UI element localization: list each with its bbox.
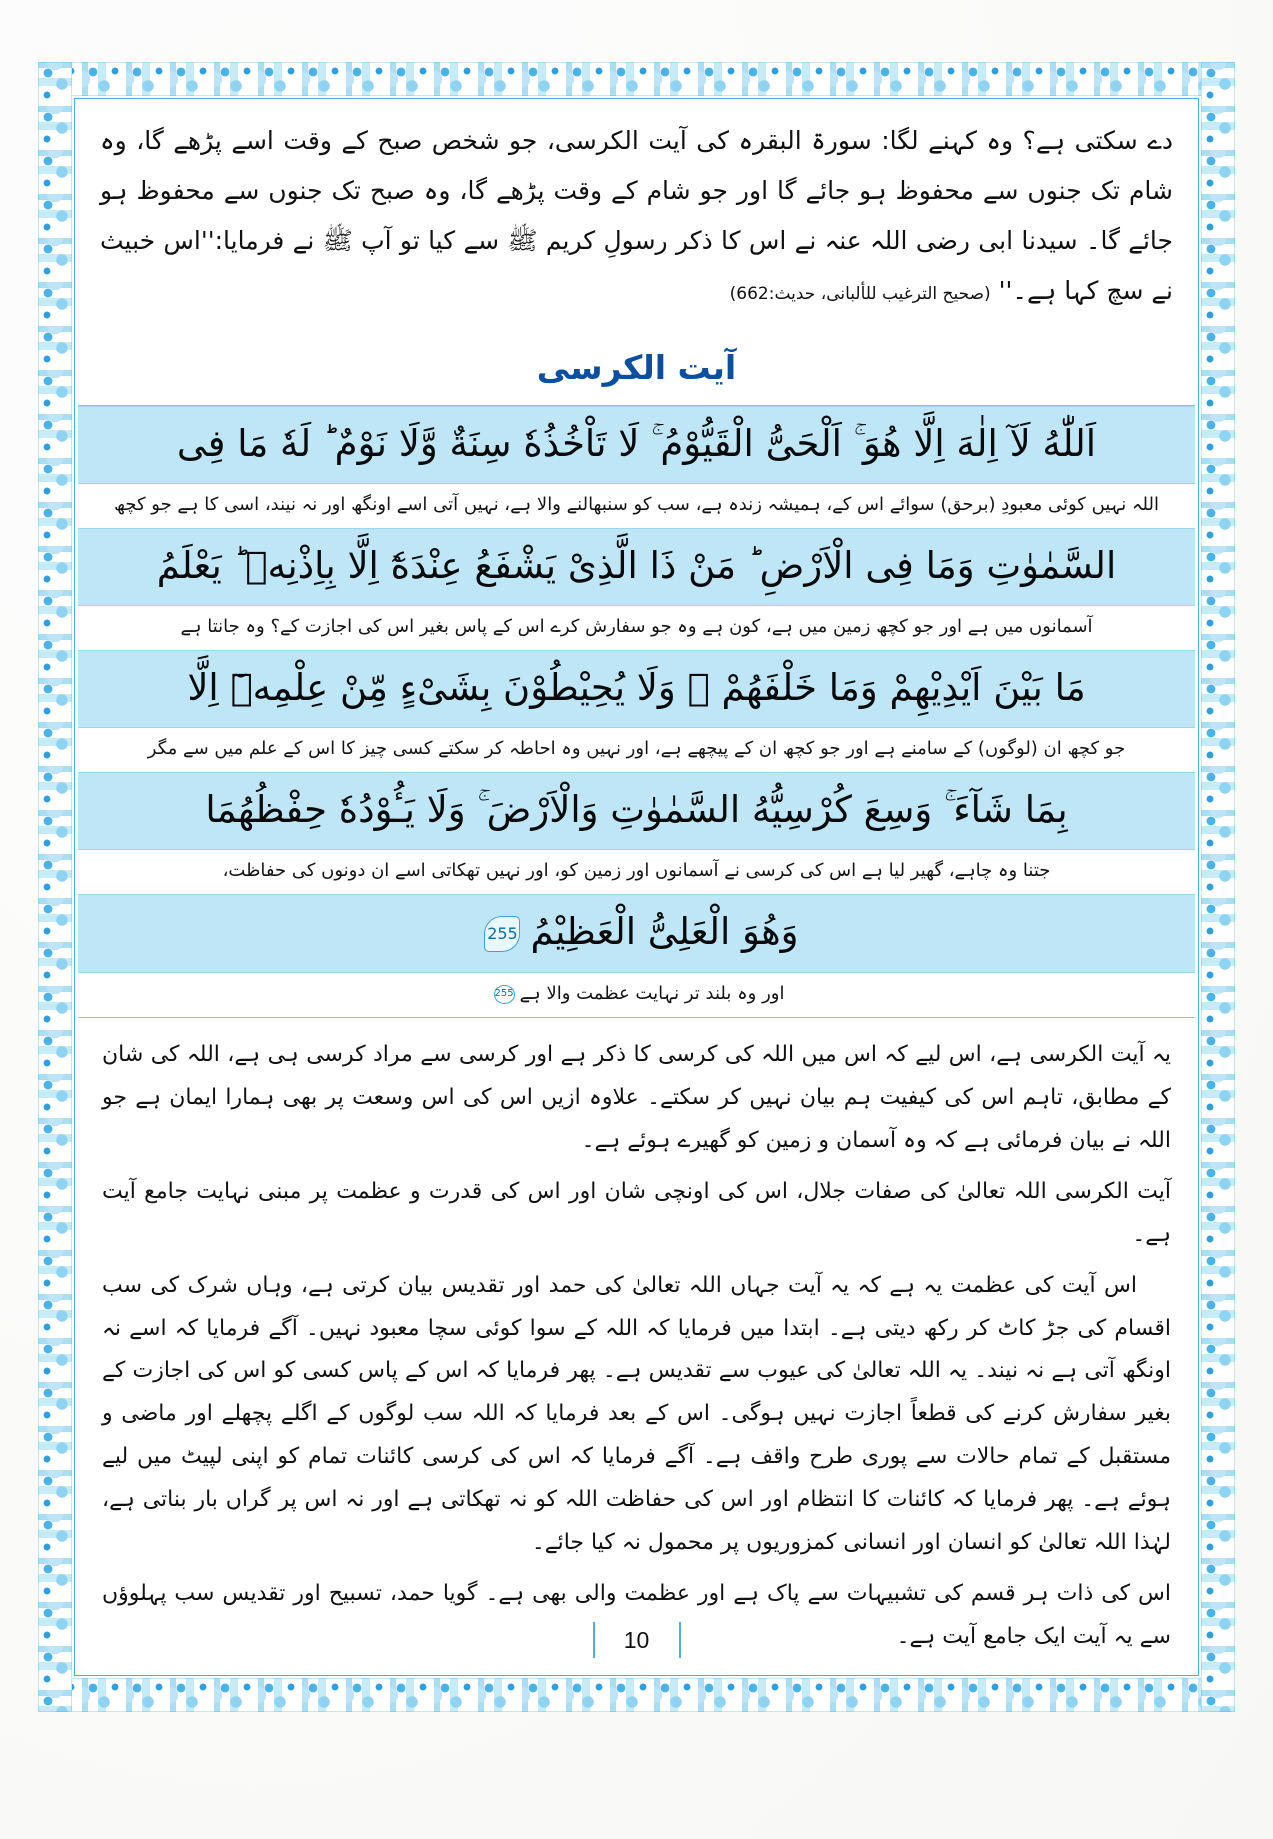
commentary-paragraph: اس کی ذات ہر قسم کی تشبیہات سے پاک ہے اور عظمت والی بھی ہے۔ گویا حمد، تسبیح اور تقدیس سب پہلوؤں سے یہ آیت ایک جامع آیت ہے۔ xyxy=(102,1580,1171,1649)
hadith-text: دے سکتی ہے؟ وہ کہنے لگا: سورۃ البقرہ کی آیت الکرسی، جو شخص صبح کے وقت اسے پڑھے گا، وہ شام تک جنوں سے محفوظ ہو جائے گا اور جو شام کے وقت پڑھے گا، وہ صبح تک جنوں سے محفوظ ہو جائے گا۔ سیدنا ابی رضی اللہ عنہ نے اس کا ذکر رسولِ کریم ﷺ سے کیا تو آپ ﷺ نے فرمایا:''اس خبیث نے سچ کہا ہے۔'' xyxy=(100,126,1173,305)
ayah-arabic-line xyxy=(78,894,1195,973)
hadith-paragraph xyxy=(100,116,1173,316)
ayah-row xyxy=(78,528,1195,650)
border-ornament-right xyxy=(1201,62,1235,1712)
commentary-paragraph: یہ آیت الکرسی ہے، اس لیے کہ اس میں اللہ کی کرسی کا ذکر ہے اور کرسی سے مراد کرسی ہی ہے، اللہ کی شان کے مطابق، تاہم اس کی کیفیت ہم بیان نہیں کر سکتے۔ علاوہ ازیں اس کی اس وسعت پر بھی ہمارا ایمان ہے جو اللہ نے بیان فرمائی ہے کہ وہ آسمان و زمین کو گھیرے ہوئے ہے۔ xyxy=(102,1042,1171,1153)
translation-number-marker: 255 xyxy=(494,985,515,1004)
ayah-urdu-text: اور وہ بلند تر نہایت عظمت والا ہے xyxy=(519,983,785,1005)
ayah-urdu-translation: جتنا وہ چاہے، گھیر لیا ہے اس کی کرسی نے آسمانوں اور زمین کو، اور نہیں تھکاتی اسے ان دونوں کی حفاظت، xyxy=(78,850,1195,894)
ayat-ul-kursi-table xyxy=(78,405,1195,1018)
hadith-reference: (صحیح الترغیب للألبانی، حدیث:662) xyxy=(729,284,991,304)
ayah-row xyxy=(78,772,1195,894)
hadith-block xyxy=(78,102,1195,338)
commentary-block xyxy=(78,1018,1195,1658)
ayah-row xyxy=(78,650,1195,772)
border-ornament-top xyxy=(38,62,1235,96)
ayah-urdu-translation: آسمانوں میں ہے اور جو کچھ زمین میں ہے، کون ہے وہ جو سفارش کرے اس کے پاس بغیر اس کی اجازت کے؟ وہ جانتا ہے xyxy=(78,606,1195,650)
ayah-urdu-translation xyxy=(78,973,1195,1017)
ayah-urdu-translation: اللہ نہیں کوئی معبودِ (برحق) سوائے اس کے، ہمیشہ زندہ ہے، سب کو سنبھالنے والا ہے، نہیں آتی اسے اونگھ اور نہ نیند، اسی کا ہے جو کچھ xyxy=(78,484,1195,528)
ayah-number-marker: 255 xyxy=(484,916,520,952)
ayah-row xyxy=(78,406,1195,528)
ayah-urdu-translation: جو کچھ ان (لوگوں) کے سامنے ہے اور جو کچھ ان کے پیچھے ہے، اور نہیں وہ احاطہ کر سکتے کسی چیز کا اس کے علم میں سے مگر xyxy=(78,728,1195,772)
ayah-row-final xyxy=(78,894,1195,1017)
border-ornament-left xyxy=(38,62,72,1712)
commentary-paragraph: اس آیت کی عظمت یہ ہے کہ یہ آیت جہاں اللہ تعالیٰ کی حمد اور تقدیس بیان کرتی ہے، وہاں شرک کی سب اقسام کی جڑ کاٹ کر رکھ دیتی ہے۔ ابتدا میں فرمایا کہ اللہ کے سوا کوئی سچا معبود نہیں۔ آگے فرمایا کہ اسے نہ اونگھ آتی ہے نہ نیند۔ یہ اللہ تعالیٰ کی عیوب سے تقدیس ہے۔ پھر فرمایا کہ اس کے پاس کسی کو اس کی اجازت کے بغیر سفارش کرنے کی قطعاً اجازت نہیں ہوگی۔ اس کے بعد فرمایا کہ اللہ سب لوگوں کے اگلے پچھلے اور ماضی و مستقبل کے تمام حالات سے پوری طرح واقف ہے۔ آگے فرمایا کہ اس کی کرسی کائنات تمام کو اپنی لپیٹ میں لیے ہوئے ہے۔ پھر فرمایا کہ کائنات کا انتظام اور اس کی حفاظت اللہ کو نہ تھکاتی ہے اور نہ اس پر گراں بار بناتی ہے، لہٰذا اللہ تعالیٰ کو انسان اور انسانی کمزوریوں پر محمول نہ کیا جائے۔ xyxy=(102,1272,1171,1555)
ayah-arabic-line: السَّمٰوٰتِ وَمَا فِی الْاَرْضِ ؕ مَنْ ذَا الَّذِیْ یَشْفَعُ عِنْدَهٗٓ اِلَّا بِاِذْنِهٖ ؕ یَعْلَمُ xyxy=(78,528,1195,606)
border-ornament-bottom xyxy=(38,1678,1235,1712)
ayah-arabic-line: بِمَا شَآءَ ۚ وَسِعَ كُرْسِیُّهُ السَّمٰوٰتِ وَالْاَرْضَ ۚ وَلَا یَـُٔوْدُهٗ حِفْظُهُمَا xyxy=(78,772,1195,850)
page-number: 10 xyxy=(593,1622,681,1658)
section-heading-ayat-ul-kursi: آیت الکرسی xyxy=(536,348,737,387)
ayah-arabic-line: مَا بَیْنَ اَیْدِیْهِمْ وَمَا خَلْفَهُمْ ۚ وَلَا یُحِیْطُوْنَ بِشَیْءٍ مِّنْ عِلْمِهٖٓ اِلَّا xyxy=(78,650,1195,728)
page-content xyxy=(78,102,1195,1672)
ayah-arabic-line: اَللّٰهُ لَآ اِلٰهَ اِلَّا هُوَ ۚ اَلْحَیُّ الْقَیُّوْمُ ۚ لَا تَاْخُذُهٗ سِنَةٌ وَّلَا نَوْمٌ ؕ لَهٗ مَا فِی xyxy=(78,406,1195,484)
commentary-paragraph: آیت الکرسی اللہ تعالیٰ کی صفات جلال، اس کی اونچی شان اور اس کی قدرت و عظمت پر مبنی نہایت جامع آیت ہے۔ xyxy=(102,1178,1171,1247)
ayah-arabic-text: وَهُوَ الْعَلِیُّ الْعَظِیْمُ xyxy=(530,910,799,954)
